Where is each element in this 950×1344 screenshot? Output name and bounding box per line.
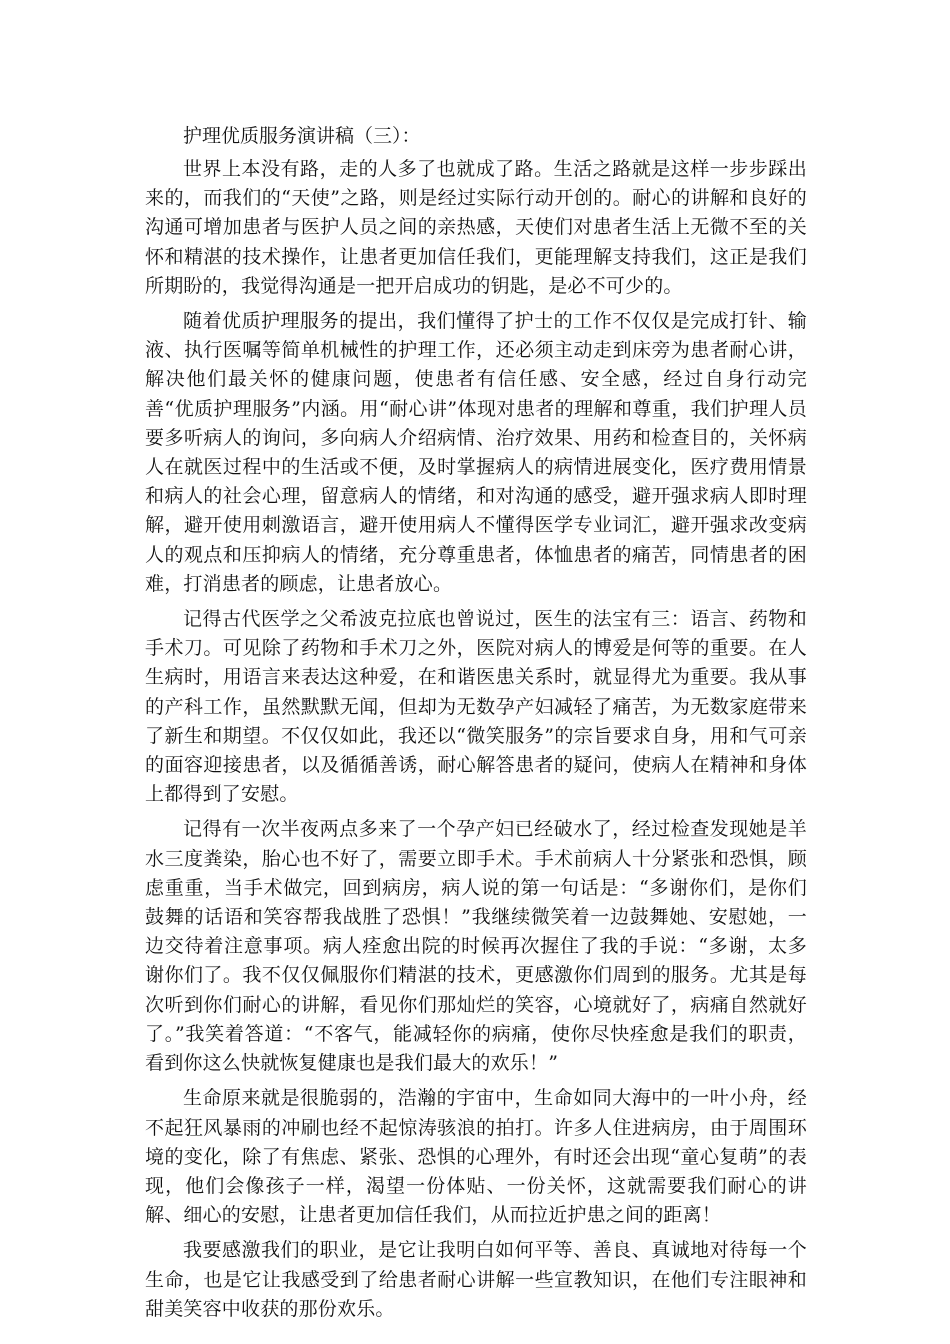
paragraph-1: 世界上本没有路，走的人多了也就成了路。生活之路就是这样一步步踩出来的，而我们的“天使”之路，则是经过实际行动开创的。耐心的讲解和良好的沟通可增加患者与医护人员之间的亲热感，天使们对患者生活上无微不至的关怀和精湛的技术操作，让患者更加信任我们，更能理解支持我们，这正是我们所期盼的，我觉得沟通是一把开启成功的钥匙，是必不可少的。 [145,158,807,297]
document-body [145,122,807,1330]
paragraph-4: 记得有一次半夜两点多来了一个孕产妇已经破水了，经过检查发现她是羊水三度粪染，胎心也不好了，需要立即手术。手术前病人十分紧张和恐惧，顾虑重重，当手术做完，回到病房，病人说的第一句话是：“多谢你们，是你们鼓舞的话语和笑容帮我战胜了恐惧！”我继续微笑着一边鼓舞她、安慰她，一边交待着注意事项。病人痊愈出院的时候再次握住了我的手说：“多谢，太多谢你们了。我不仅仅佩服你们精湛的技术，更感激你们周到的服务。尤其是每次听到你们耐心的讲解，看见你们那灿烂的笑容，心境就好了，病痛自然就好了。”我笑着答道：“不客气，能减轻你的病痛，使你尽快痊愈是我们的职责，看到你这么快就恢复健康也是我们最大的欢乐！” [145,818,807,1075]
paragraph-6: 我要感激我们的职业，是它让我明白如何平等、善良、真诚地对待每一个生命，也是它让我感受到了给患者耐心讲解一些宣教知识，在他们专注眼神和甜美笑容中收获的那份欢乐。 [145,1239,807,1320]
paragraph-2: 随着优质护理服务的提出，我们懂得了护士的工作不仅仅是完成打针、输液、执行医嘱等简单机械性的护理工作，还必须主动走到床旁为患者耐心讲，解决他们最关怀的健康问题，使患者有信任感、安全感，经过自身行动完善“优质护理服务”内涵。用“耐心讲”体现对患者的理解和尊重，我们护理人员要多听病人的询问，多向病人介绍病情、治疗效果、用药和检查目的，关怀病人在就医过程中的生活或不便，及时掌握病人的病情进展变化，医疗费用情景和病人的社会心理，留意病人的情绪，和对沟通的感受，避开强求病人即时理解，避开使用刺激语言，避开使用病人不懂得医学专业词汇，避开强求改变病人的观点和压抑病人的情绪，充分尊重患者，体恤患者的痛苦，同情患者的困难，打消患者的顾虑，让患者放心。 [145,310,807,595]
document-title: 护理优质服务演讲稿（三）： [183,125,421,147]
paragraph-5: 生命原来就是很脆弱的，浩瀚的宇宙中，生命如同大海中的一叶小舟，经不起狂风暴雨的冲刷也经不起惊涛骇浪的拍打。许多人住进病房，由于周围环境的变化，除了有焦虑、紧张、恐惧的心理外，有时还会出现“童心复萌”的表现，他们会像孩子一样，渴望一份体贴、一份关怀，这就需要我们耐心的讲解、细心的安慰，让患者更加信任我们，从而拉近护患之间的距离！ [145,1087,807,1227]
paragraph-3: 记得古代医学之父希波克拉底也曾说过，医生的法宝有三：语言、药物和手术刀。可见除了药物和手术刀之外，医院对病人的博爱是何等的重要。在人生病时，用语言来表达这种爱，在和谐医患关系时，就显得尤为重要。我从事的产科工作，虽然默默无闻，但却为无数孕产妇减轻了痛苦，为无数家庭带来了新生和期望。不仅仅如此，我还以“微笑服务”的宗旨要求自身，用和气可亲的面容迎接患者，以及循循善诱，耐心解答患者的疑问，使病人在精神和身体上都得到了安慰。 [145,608,807,806]
